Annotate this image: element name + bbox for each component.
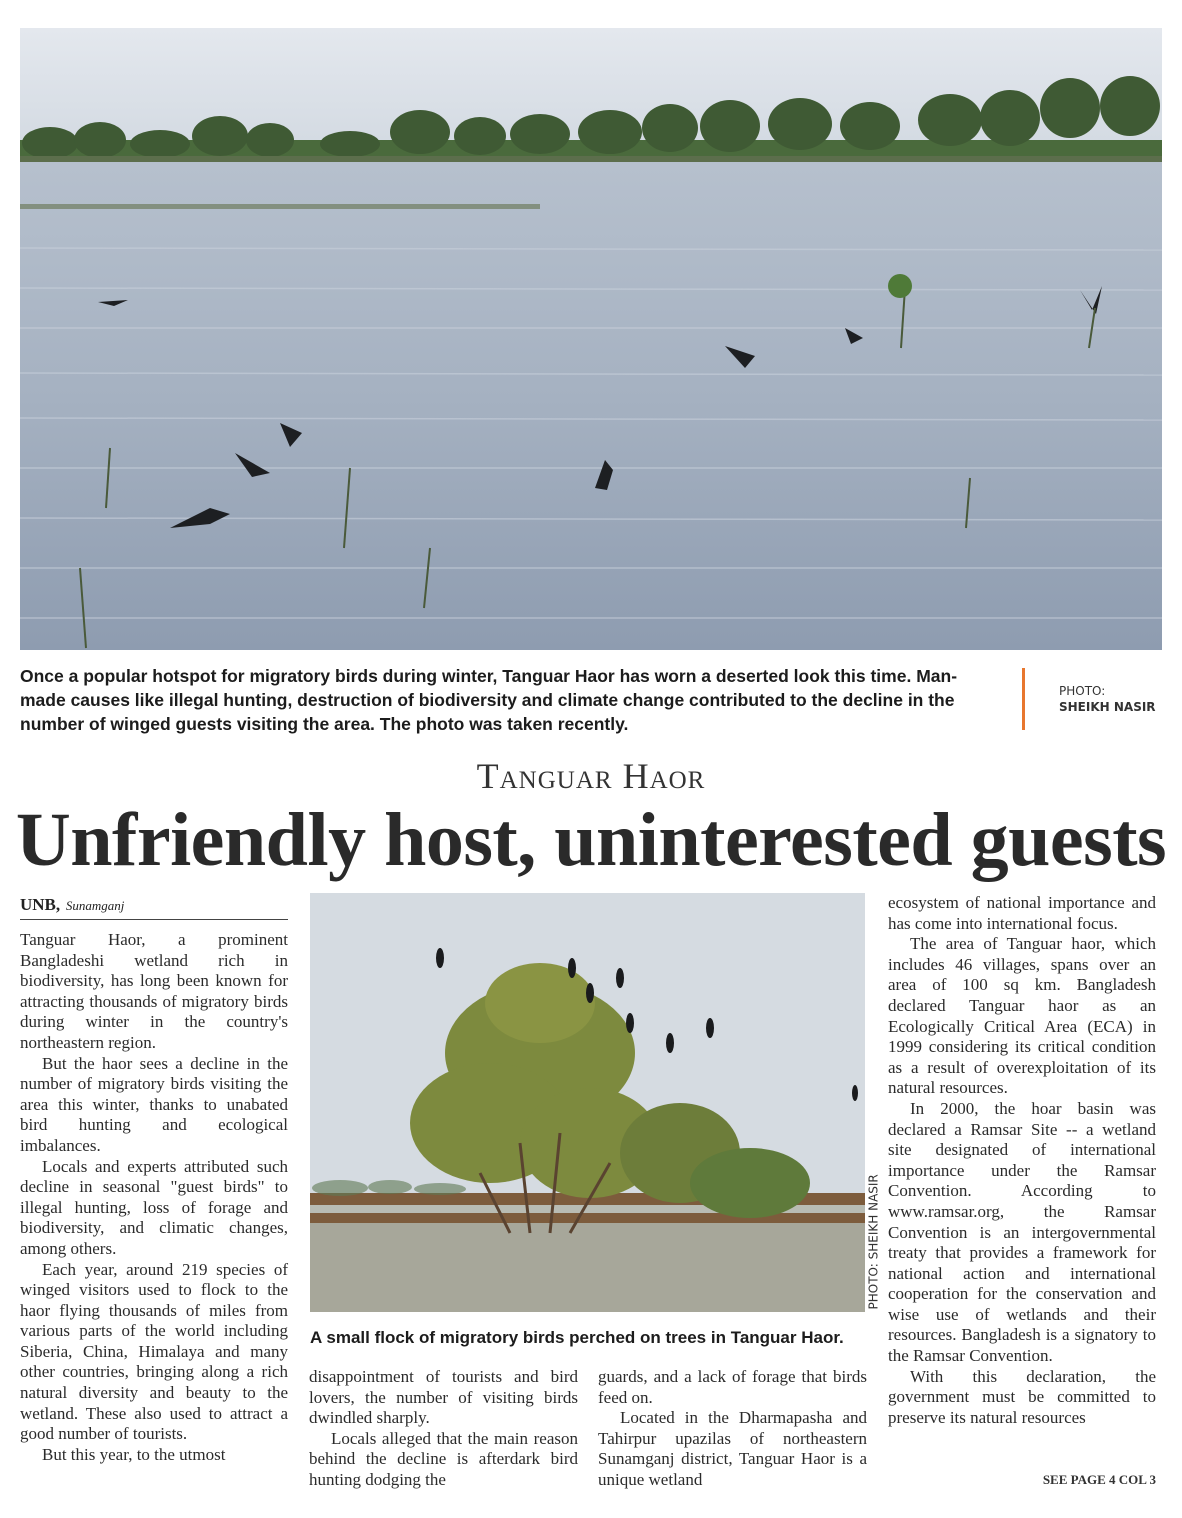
mid-photo-credit xyxy=(862,1158,882,1313)
top-photo xyxy=(20,28,1162,650)
paragraph: disappointment of tourists and bird lovers, the number of visiting birds dwindled sharply. xyxy=(309,1367,578,1428)
mid-photo-caption: A small flock of migratory birds perched on trees in Tanguar Haor. xyxy=(310,1328,844,1347)
credit-name: SHEIKH NASIR xyxy=(1059,700,1156,714)
paragraph: But this year, to the utmost xyxy=(42,1444,226,1464)
paragraph: guards, and a lack of forage that birds feed on. xyxy=(598,1367,867,1407)
trees-birds-image xyxy=(310,893,865,1312)
continuation-link[interactable]: SEE PAGE 4 COL 3 xyxy=(1042,1472,1156,1487)
article-column-4 xyxy=(888,893,1156,1428)
paragraph: The area of Tanguar haor, which includes 46 villages, spans over an area of 100 sq km. Bangladesh declared Tanguar haor as an Ecologically Critical Area (ECA) in 1999 considering its critical condition as a result of overexploitation of its natural resources. xyxy=(888,934,1156,1098)
wetland-birds-image xyxy=(20,28,1162,650)
mid-photo xyxy=(310,893,865,1312)
paragraph: But the haor sees a decline in the number of migratory birds visiting the area this winter, thanks to unabated bird hunting and ecological imbalances. xyxy=(20,1053,288,1155)
credit-accent-bar xyxy=(1022,668,1025,730)
article-column-3 xyxy=(598,1367,867,1491)
paragraph: Each year, around 219 species of winged visitors used to flock to the haor flying thousands of miles from various parts of the world including Siberia, China, Himalaya and many other countries, bringing along a rich natural diversity and beauty to the wetland. These also used to attract a good number of tourists. xyxy=(20,1259,288,1444)
paragraph: In 2000, the hoar basin was declared a Ramsar Site -- a wetland site designated of international importance under the Ramsar Convention. According to www.ramsar.org, the Ramsar Convention is an intergovernmental treaty that provides a framework for national action and international cooperation for the conservation and wise use of wetlands and their resources. Bangladesh is a signatory to the Ramsar Convention. xyxy=(888,1098,1156,1366)
paragraph: Located in the Dharmapasha and Tahirpur upazilas of northeastern Sunamganj district, Tanguar Haor is a unique wetland xyxy=(598,1408,867,1489)
paragraph: Locals alleged that the main reason behind the decline is afterdark bird hunting dodging the xyxy=(309,1428,578,1489)
byline-place: Sunamganj xyxy=(65,898,125,913)
article-column-2 xyxy=(309,1367,578,1491)
paragraph: With this declaration, the government must be committed to preserve its natural resources xyxy=(888,1366,1156,1427)
credit-label: PHOTO: xyxy=(1059,684,1106,698)
paragraph: Tanguar Haor, a prominent Bangladeshi wetland rich in biodiversity, has long been known for attracting thousands of migratory birds during winter in the country's northeastern region. xyxy=(20,930,288,1052)
top-photo-credit xyxy=(1059,683,1156,715)
kicker: Tanguar Haor xyxy=(476,756,706,796)
mid-photo-credit-text: PHOTO: SHEIKH NASIR xyxy=(866,1174,881,1310)
paragraph: ecosystem of national importance and has come into international focus. xyxy=(888,893,1156,933)
byline xyxy=(20,895,288,920)
byline-agency: UNB, xyxy=(20,895,61,914)
top-photo-caption: Once a popular hotspot for migratory birds during winter, Tanguar Haor has worn a deserted look this time. Man-made causes like illegal hunting, destruction of biodiversity and climate change contributed to the decline in the number of winged guests visiting the area. The photo was taken recently. xyxy=(20,666,958,734)
headline: Unfriendly host, uninterested guests xyxy=(15,798,1167,882)
article-column-1 xyxy=(20,930,288,1465)
paragraph: Locals and experts attributed such decline in seasonal "guest birds" to illegal hunting, loss of forage and biodiversity, and climatic changes, among others. xyxy=(20,1156,288,1258)
